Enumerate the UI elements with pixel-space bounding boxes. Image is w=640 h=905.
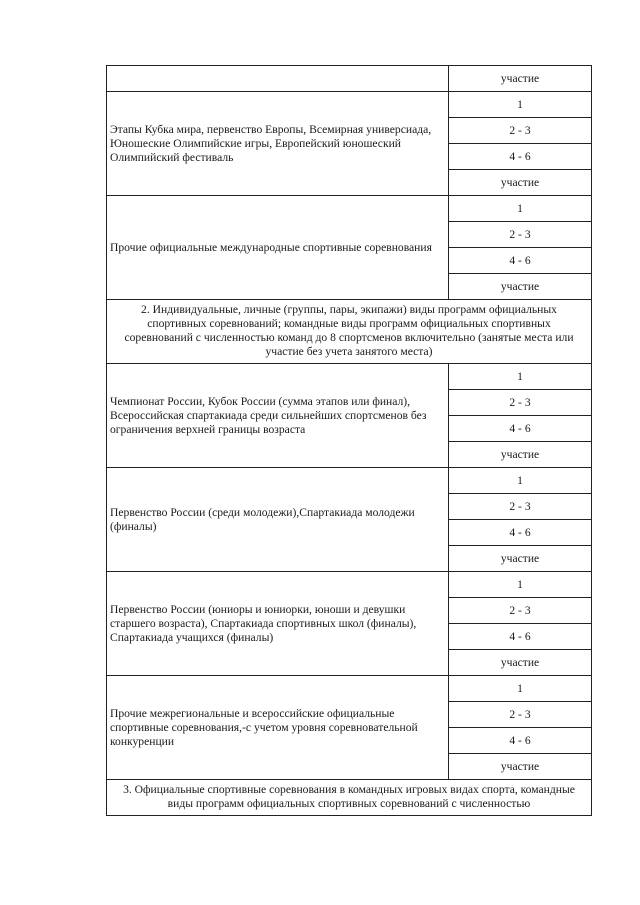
place-value: 4 - 6	[449, 728, 592, 754]
place-value: 2 - 3	[449, 702, 592, 728]
section-row	[107, 780, 592, 816]
ranking-table	[106, 65, 592, 816]
ranking-table-body	[107, 66, 592, 816]
place-value: 1	[449, 572, 592, 598]
place-value: 2 - 3	[449, 598, 592, 624]
competition-label: Прочие официальные международные спортивные соревнования	[107, 196, 449, 300]
table-row	[107, 364, 592, 390]
place-value: 1	[449, 196, 592, 222]
table-row	[107, 572, 592, 598]
section-heading: 3. Официальные спортивные соревнования в командных игровых видах спорта, командные виды программ официальных спортивных соревнований с численностью	[107, 780, 592, 816]
section-heading: 2. Индивидуальные, личные (группы, пары, экипажи) виды программ официальных спортивных соревнований; командные виды программ официальных спортивных соревнований с численностью команд до 8 спортсменов включительно (занятые места или участие без учета занятого места)	[107, 300, 592, 364]
table-row	[107, 468, 592, 494]
place-value: участие	[449, 650, 592, 676]
place-value: 1	[449, 92, 592, 118]
place-value: участие	[449, 170, 592, 196]
table-row	[107, 66, 592, 92]
competition-label: Этапы Кубка мира, первенство Европы, Всемирная универсиада, Юношеские Олимпийские игры, Европейский юношеский Олимпийский фестиваль	[107, 92, 449, 196]
place-value: 2 - 3	[449, 118, 592, 144]
place-value: 4 - 6	[449, 144, 592, 170]
place-value: 1	[449, 676, 592, 702]
place-value: 2 - 3	[449, 494, 592, 520]
competition-label: Чемпионат России, Кубок России (сумма этапов или финал), Всероссийская спартакиада среди сильнейших спортсменов без ограничения верхней границы возраста	[107, 364, 449, 468]
place-value: участие	[449, 274, 592, 300]
table-row	[107, 196, 592, 222]
document-page	[106, 65, 591, 816]
place-value: участие	[449, 66, 592, 92]
place-value: участие	[449, 754, 592, 780]
place-value: 4 - 6	[449, 624, 592, 650]
table-row	[107, 92, 592, 118]
place-value: 4 - 6	[449, 248, 592, 274]
place-value: 4 - 6	[449, 520, 592, 546]
place-value: 4 - 6	[449, 416, 592, 442]
competition-label: Первенство России (юниоры и юниорки, юноши и девушки старшего возраста), Спартакиада спортивных школ (финалы), Спартакиада учащихся (финалы)	[107, 572, 449, 676]
section-row	[107, 300, 592, 364]
competition-label: Прочие межрегиональные и всероссийские официальные спортивные соревнования,-с учетом уровня соревновательной конкуренции	[107, 676, 449, 780]
competition-label	[107, 66, 449, 92]
place-value: участие	[449, 442, 592, 468]
place-value: 1	[449, 364, 592, 390]
place-value: участие	[449, 546, 592, 572]
place-value: 2 - 3	[449, 390, 592, 416]
table-row	[107, 676, 592, 702]
competition-label: Первенство России (среди молодежи),Спартакиада молодежи (финалы)	[107, 468, 449, 572]
place-value: 2 - 3	[449, 222, 592, 248]
place-value: 1	[449, 468, 592, 494]
